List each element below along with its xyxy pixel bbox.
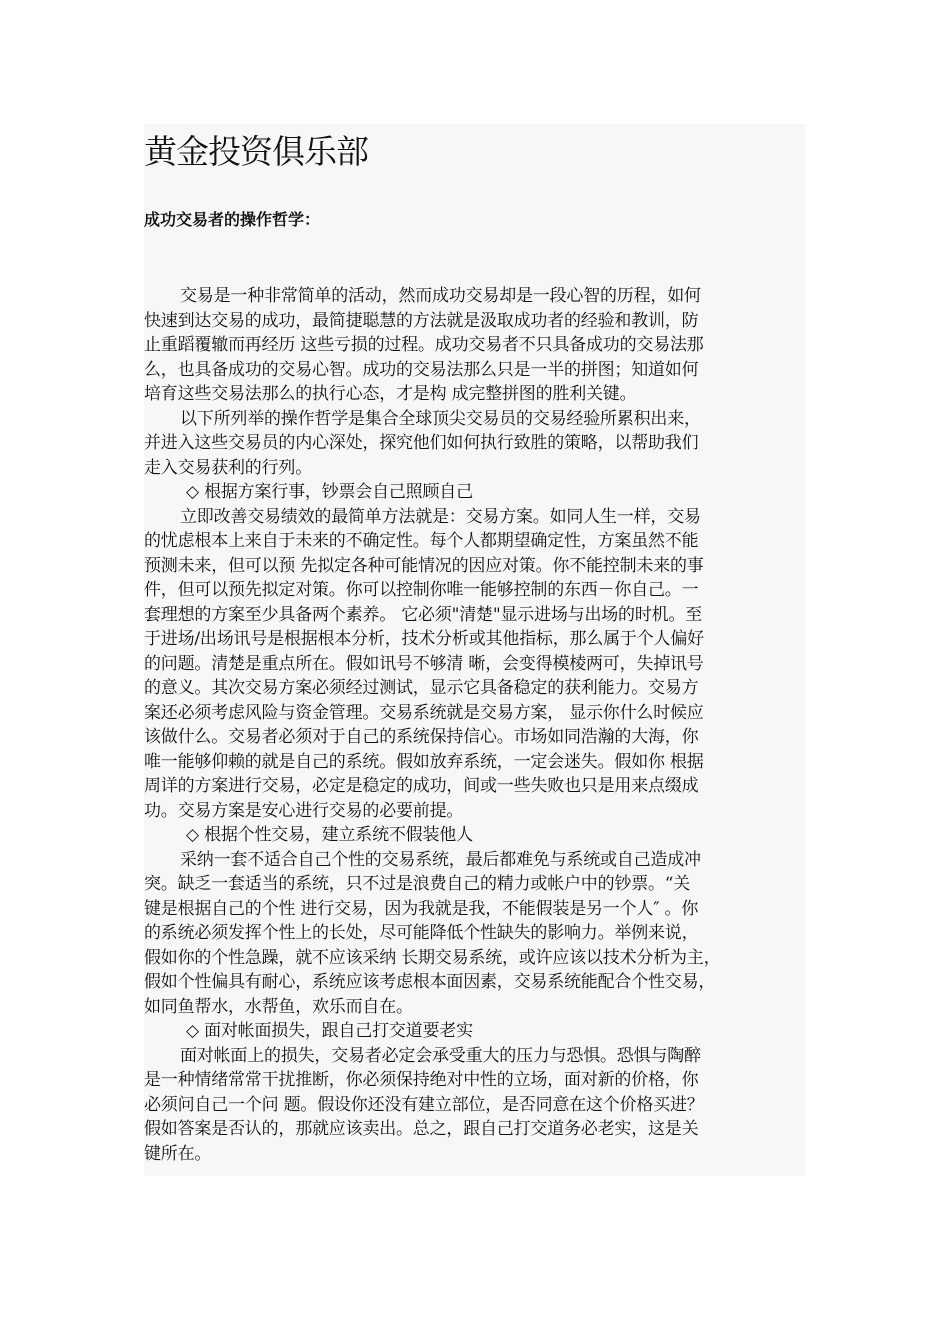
section-subtitle: 成功交易者的操作哲学： <box>144 210 321 229</box>
paragraph-principle-1: 立即改善交易绩效的最简单方法就是：交易方案。如同人生一样，交易 的忧虑根本上来自于未来的不确定性。每个人都期望确定性，方案虽然不能 预测未来，但可以预 先拟定各种可能情况的因应对策。你不能控制未来的事 件，但可以预先拟定对策。你可以控制你唯一能够控制的东西－你自己。一 套理想的方案至少具备两个素养。 它必须"清楚"显示进场与出场的时机。至 于进场/出场讯号是根据根本分析，技术分析或其他指标，那么属于个人偏好 的问题。清楚是重点所在。假如讯号不够清 晰，会变得模棱两可，失掉讯号 的意义。其次交易方案必须经过测试，显示它具备稳定的获利能力。交易方 案还必须考虑风险与资金管理。交易系统就是交易方案， 显示你什么时候应 该做什么。交易者必须对于自己的系统保持信心。市场如同浩瀚的大海，你 唯一能够仰赖的就是自己的系统。假如放弃系统，一定会迷失。假如你 根据 周详的方案进行交易，必定是稳定的成功，间或一些失败也只是用来点缀成 功。交易方案是安心进行交易的必要前提。 <box>144 506 704 821</box>
principle-heading-2: ◇ 根据个性交易，建立系统不假装他人 <box>186 825 473 845</box>
paragraph-principle-3: 面对帐面上的损失，交易者必定会承受重大的压力与恐惧。恐惧与陶醉 是一种情绪常常干扰推断，你必须保持绝对中性的立场，面对新的价格，你 必须问自己一个问 题。假设你还没有建立部位，是否同意在这个价格买进？ 假如答案是否认的，那就应该卖出。总之，跟自己打交道务必老实，这是关 键所在。 <box>144 1045 704 1164</box>
paragraph-intro: 交易是一种非常简单的活动，然而成功交易却是一段心智的历程，如何 快速到达交易的成功，最简捷聪慧的方法就是汲取成功者的经验和教训，防 止重蹈覆辙而再经历 这些亏损的过程。成功交易者不只具备成功的交易法那 么，也具备成功的交易心智。成功的交易法那么只是一半的拼图；知道如何 培育这些交易法那么的执行心态，才是构 成完整拼图的胜利关键。 <box>144 286 704 404</box>
paragraph-purpose: 以下所列举的操作哲学是集合全球顶尖交易员的交易经验所累积出来， 并进入这些交易员的内心深处，探究他们如何执行致胜的策略，以帮助我们 走入交易获利的行列。 <box>144 408 701 478</box>
paragraph-principle-2: 采纳一套不适合自己个性的交易系统，最后都难免与系统或自己造成冲 突。缺乏一套适当的系统，只不过是浪费自己的精力或帐户中的钞票。“关 键是根据自己的个性 进行交易，因为我就是我，不能假装是另一个人″ 。你 的系统必须发挥个性上的长处，尽可能降低个性缺失的影响力。举例来说， 假如你的个性急躁，就不应该采纳 长期交易系统，或许应该以技术分析为主， 假如个性偏具有耐心，系统应该考虑根本面因素，交易系统能配合个性交易， 如同鱼帮水，水帮鱼，欢乐而自在。 <box>144 849 721 1017</box>
page-title: 黄金投资俱乐部 <box>144 132 368 171</box>
principle-heading-1: ◇ 根据方案行事，钞票会自己照顾自己 <box>186 482 473 502</box>
principle-heading-3: ◇ 面对帐面损失，跟自己打交道要老实 <box>186 1021 473 1041</box>
document-page <box>144 124 806 1176</box>
article-body <box>144 284 806 1166</box>
